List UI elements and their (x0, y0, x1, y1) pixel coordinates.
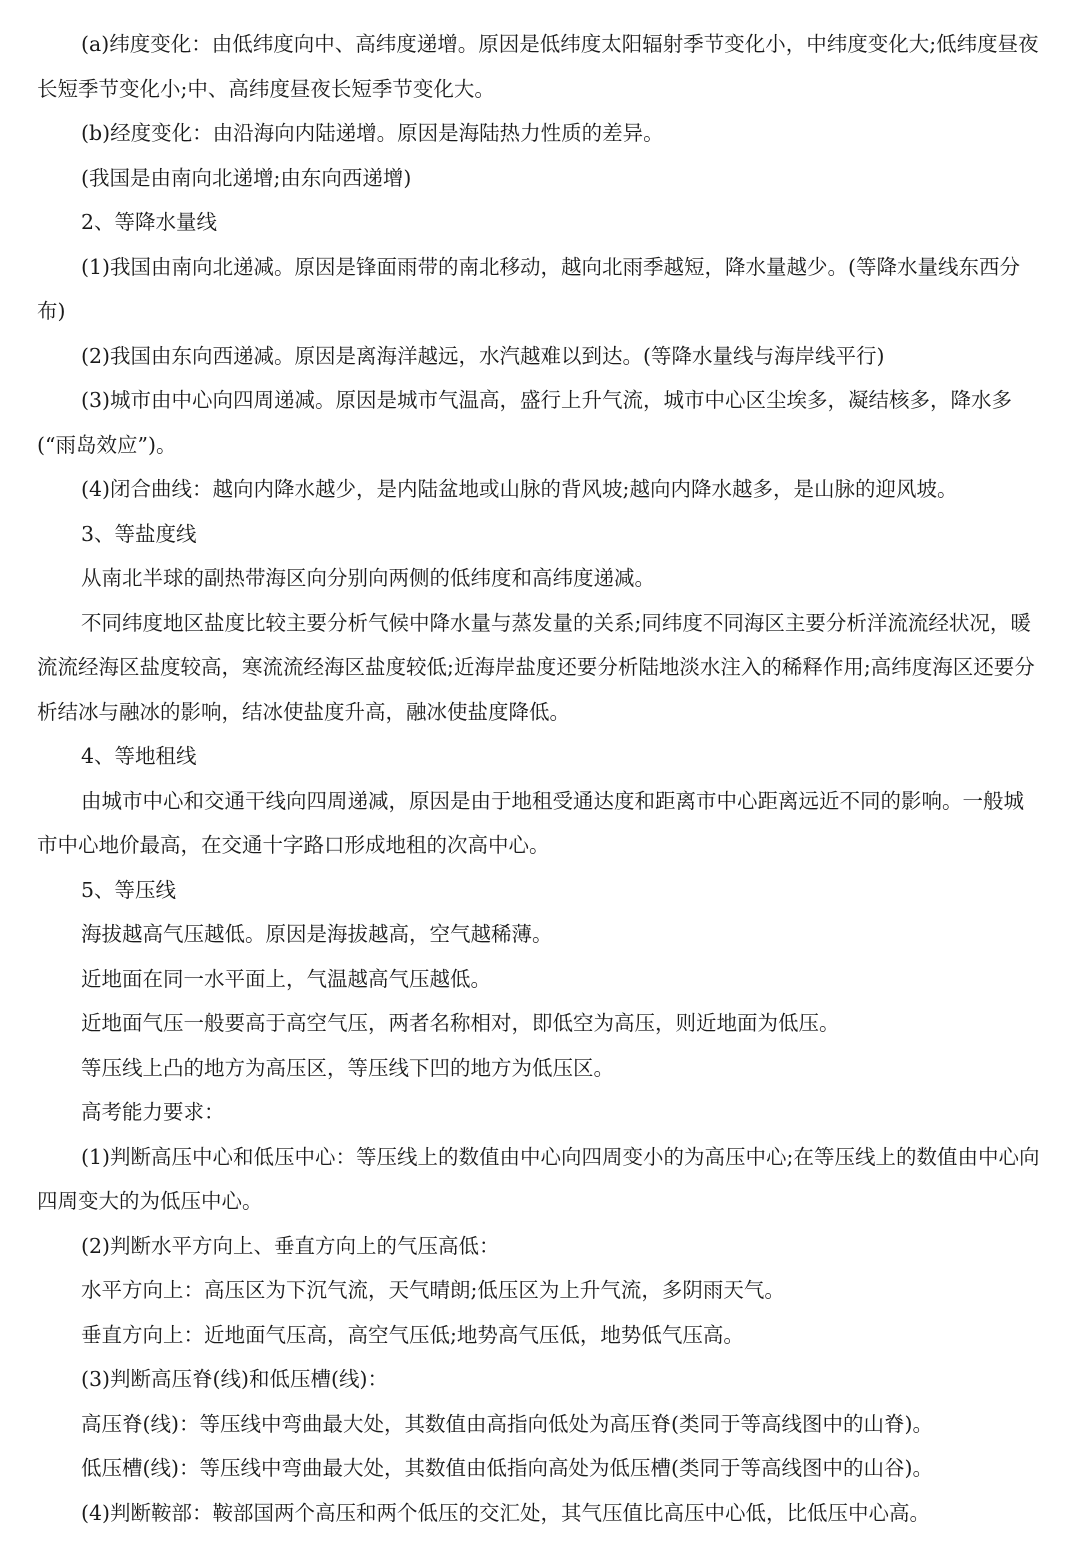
paragraph-isohaline-1: 从南北半球的副热带海区向分别向两侧的低纬度和高纬度递减。 (81, 566, 655, 590)
section-heading-isobar: 5、等压线 (81, 877, 177, 902)
paragraph-isohyet-1: (1)我国由南向北递减。原因是锋面雨带的南北移动，越向北雨季越短，降水量越少。(等降水量线东西分布) (37, 254, 1021, 323)
paragraph-isobar-3: 近地面气压一般要高于高空气压，两者名称相对，即低空为高压，则近地面为低压。 (81, 1011, 840, 1035)
paragraph-longitude-change: (b)经度变化：由沿海向内陆递增。原因是海陆热力性质的差异。 (81, 121, 664, 145)
paragraph-requirement-2: (2)判断水平方向上、垂直方向上的气压高低： (81, 1233, 500, 1258)
paragraph-requirement-3: (3)判断高压脊(线)和低压槽(线)： (81, 1367, 389, 1391)
paragraph-isohyet-4: (4)闭合曲线：越向内降水越少，是内陆盆地或山脉的背风坡;越向内降水越多，是山脉的迎风坡。 (81, 477, 958, 501)
paragraph-isobar-2: 近地面在同一水平面上，气温越高气压越低。 (81, 966, 491, 991)
paragraph-land-rent: 由城市中心和交通干线向四周递减，原因是由于地租受通达度和距离市中心距离远近不同的影响。一般城市中心地价最高，在交通十字路口形成地租的次高中心。 (37, 788, 1024, 857)
section-heading-isohyet: 2、等降水量线 (81, 210, 218, 234)
paragraph-isobar-1: 海拔越高气压越低。原因是海拔越高，空气越稀薄。 (81, 922, 553, 946)
paragraph-latitude-change: (a)纬度变化：由低纬度向中、高纬度递增。原因是低纬度太阳辐射季节变化小，中纬度变化大;低纬度昼夜长短季节变化小;中、高纬度昼夜长短季节变化大。 (37, 32, 1039, 101)
paragraph-isohyet-2: (2)我国由东向西递减。原因是离海洋越远，水汽越难以到达。(等降水量线与海岸线平行) (81, 343, 885, 368)
section-heading-land-rent: 4、等地租线 (81, 744, 197, 768)
section-heading-isohaline: 3、等盐度线 (81, 521, 197, 546)
subheading-exam-requirements: 高考能力要求： (81, 1100, 225, 1124)
paragraph-china-note: (我国是由南向北递增;由东向西递增) (81, 165, 412, 190)
paragraph-horizontal: 水平方向上：高压区为下沉气流，天气晴朗;低压区为上升气流，多阴雨天气。 (81, 1278, 785, 1302)
paragraph-isobar-4: 等压线上凸的地方为高压区，等压线下凹的地方为低压区。 (81, 1055, 614, 1080)
paragraph-ridge: 高压脊(线)：等压线中弯曲最大处，其数值由高指向低处为高压脊(类同于等高线图中的山脊)。 (81, 1411, 933, 1436)
paragraph-isohaline-2: 不同纬度地区盐度比较主要分析气候中降水量与蒸发量的关系;同纬度不同海区主要分析洋流流经状况，暖流流经海区盐度较高，寒流流经海区盐度较低;近海岸盐度还要分析陆地淡水注入的稀释作用;高纬度海区还要分析结冰与融冰的影响，结冰使盐度升高，融冰使盐度降低。 (37, 610, 1035, 724)
paragraph-vertical: 垂直方向上：近地面气压高，高空气压低;地势高气压低，地势低气压高。 (81, 1322, 744, 1347)
paragraph-requirement-4: (4)判断鞍部：鞍部国两个高压和两个低压的交汇处，其气压值比高压中心低，比低压中心高。 (81, 1500, 931, 1525)
paragraph-trough: 低压槽(线)：等压线中弯曲最大处，其数值由低指向高处为低压槽(类同于等高线图中的山谷)。 (81, 1456, 933, 1480)
paragraph-requirement-1: (1)判断高压中心和低压中心：等压线上的数值由中心向四周变小的为高压中心;在等压线上的数值由中心向四周变大的为低压中心。 (37, 1144, 1040, 1213)
paragraph-isohyet-3: (3)城市由中心向四周递减。原因是城市气温高，盛行上升气流，城市中心区尘埃多，凝结核多，降水多(“雨岛效应”)。 (37, 388, 1013, 457)
